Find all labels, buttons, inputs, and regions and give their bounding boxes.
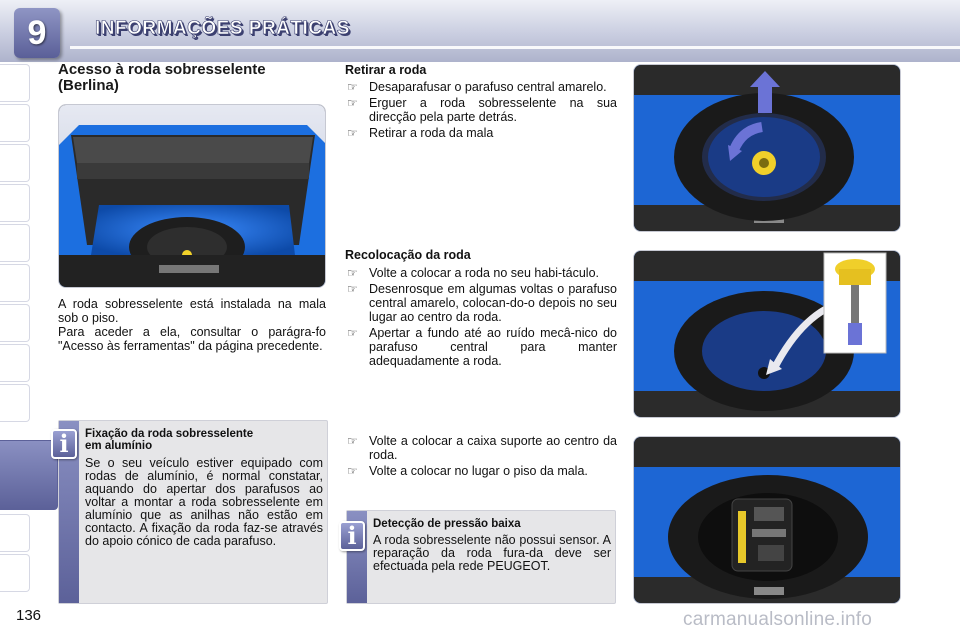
info-text: A roda sobresselente não possui sensor. A reparação da roda fura-da deve ser efectuada pela rede PEUGEOT. <box>373 533 611 573</box>
hand-pointer-icon: ☞ <box>347 464 358 478</box>
section-heading-line1: Acesso à roda sobresselente <box>58 61 266 78</box>
list-item <box>345 434 617 462</box>
hand-pointer-icon: ☞ <box>347 126 358 140</box>
page-number: 136 <box>16 607 42 624</box>
info-box-pressure <box>346 510 616 604</box>
final-steps <box>345 434 617 480</box>
info-title: Detecção de pressão baixa <box>373 518 521 530</box>
refit-steps <box>345 266 617 370</box>
list-item <box>345 266 617 280</box>
chapter-tab-6[interactable] <box>0 264 30 302</box>
chapter-tab-12[interactable] <box>0 554 30 592</box>
page-title: INFORMAÇÕES PRÁTICAS <box>95 18 350 39</box>
chapter-tab-9[interactable] <box>0 384 30 422</box>
list-item-text: Erguer a roda sobresselente na sua direcção pela parte detrás. <box>369 96 617 124</box>
chapter-tab-7[interactable] <box>0 304 30 342</box>
hand-pointer-icon: ☞ <box>347 266 358 280</box>
info-title-line1: Fixação da roda sobresselente <box>85 428 254 440</box>
hand-pointer-icon: ☞ <box>347 80 358 94</box>
chapter-badge <box>14 8 60 58</box>
trunk-photo <box>58 104 326 288</box>
section-heading <box>58 62 328 94</box>
subheading-remove: Retirar a roda <box>345 63 427 77</box>
hand-pointer-icon: ☞ <box>347 282 358 296</box>
list-item-text: Volte a colocar a roda no seu habi-táculo. <box>369 266 600 280</box>
photo-tool-box <box>633 436 901 604</box>
paragraph-location: A roda sobresselente está instalada na mala sob o piso. <box>58 297 326 325</box>
list-item-text: Desenrosque em algumas voltas o parafuso central amarelo, colocan-do-o depois no seu lugar ao centro da roda. <box>369 282 617 324</box>
list-item-text: Volte a colocar a caixa suporte ao centro da roda. <box>369 434 617 462</box>
info-icon: i <box>339 521 365 551</box>
section-heading-line2: (Berlina) <box>58 77 119 94</box>
hand-pointer-icon: ☞ <box>347 434 358 448</box>
chapter-tab-5[interactable] <box>0 224 30 262</box>
remove-steps <box>345 80 617 142</box>
chapter-tab-3[interactable] <box>0 144 30 182</box>
list-item <box>345 80 617 94</box>
hand-pointer-icon: ☞ <box>347 96 358 110</box>
list-item <box>345 96 617 124</box>
list-item-text: Apertar a fundo até ao ruído mecâ-nico do parafuso central para manter adequadamente a roda. <box>369 326 617 368</box>
chapter-tab-4[interactable] <box>0 184 30 222</box>
list-item-text: Desaparafusar o parafuso central amarelo. <box>369 80 607 94</box>
paragraph-access: Para aceder a ela, consultar o parágra-fo "Acesso às ferramentas" da página precedente. <box>58 325 326 353</box>
list-item-text: Volte a colocar no lugar o piso da mala. <box>369 464 588 478</box>
list-item <box>345 326 617 368</box>
chapter-tab-active[interactable] <box>0 440 58 510</box>
chapter-tab-8[interactable] <box>0 344 30 382</box>
hand-pointer-icon: ☞ <box>347 326 358 340</box>
list-item-text: Retirar a roda da mala <box>369 126 494 140</box>
list-item <box>345 282 617 324</box>
watermark: carmanualsonline.info <box>683 609 873 630</box>
info-title <box>85 428 253 452</box>
header-divider <box>70 46 960 49</box>
list-item <box>345 126 617 140</box>
photo-refit-wheel <box>633 250 901 418</box>
info-text: Se o seu veículo estiver equipado com rodas de alumínio, é normal constatar, aquando do apertar dos parafusos ao voltar a montar a roda sobresselente em alumínio que as anilhas não estão em contacto. A fixação da roda faz-se através do apoio cónico de cada parafuso. <box>85 456 323 548</box>
subheading-refit: Recolocação da roda <box>345 248 471 262</box>
chapter-tab-2[interactable] <box>0 104 30 142</box>
list-item <box>345 464 617 478</box>
chapter-number: 9 <box>27 13 47 52</box>
info-title-line2: em alumínio <box>85 440 153 452</box>
info-icon: i <box>51 429 77 459</box>
chapter-tab-1[interactable] <box>0 64 30 102</box>
chapter-tab-11[interactable] <box>0 514 30 552</box>
info-box-aluminium <box>58 420 328 604</box>
photo-remove-wheel <box>633 64 901 232</box>
